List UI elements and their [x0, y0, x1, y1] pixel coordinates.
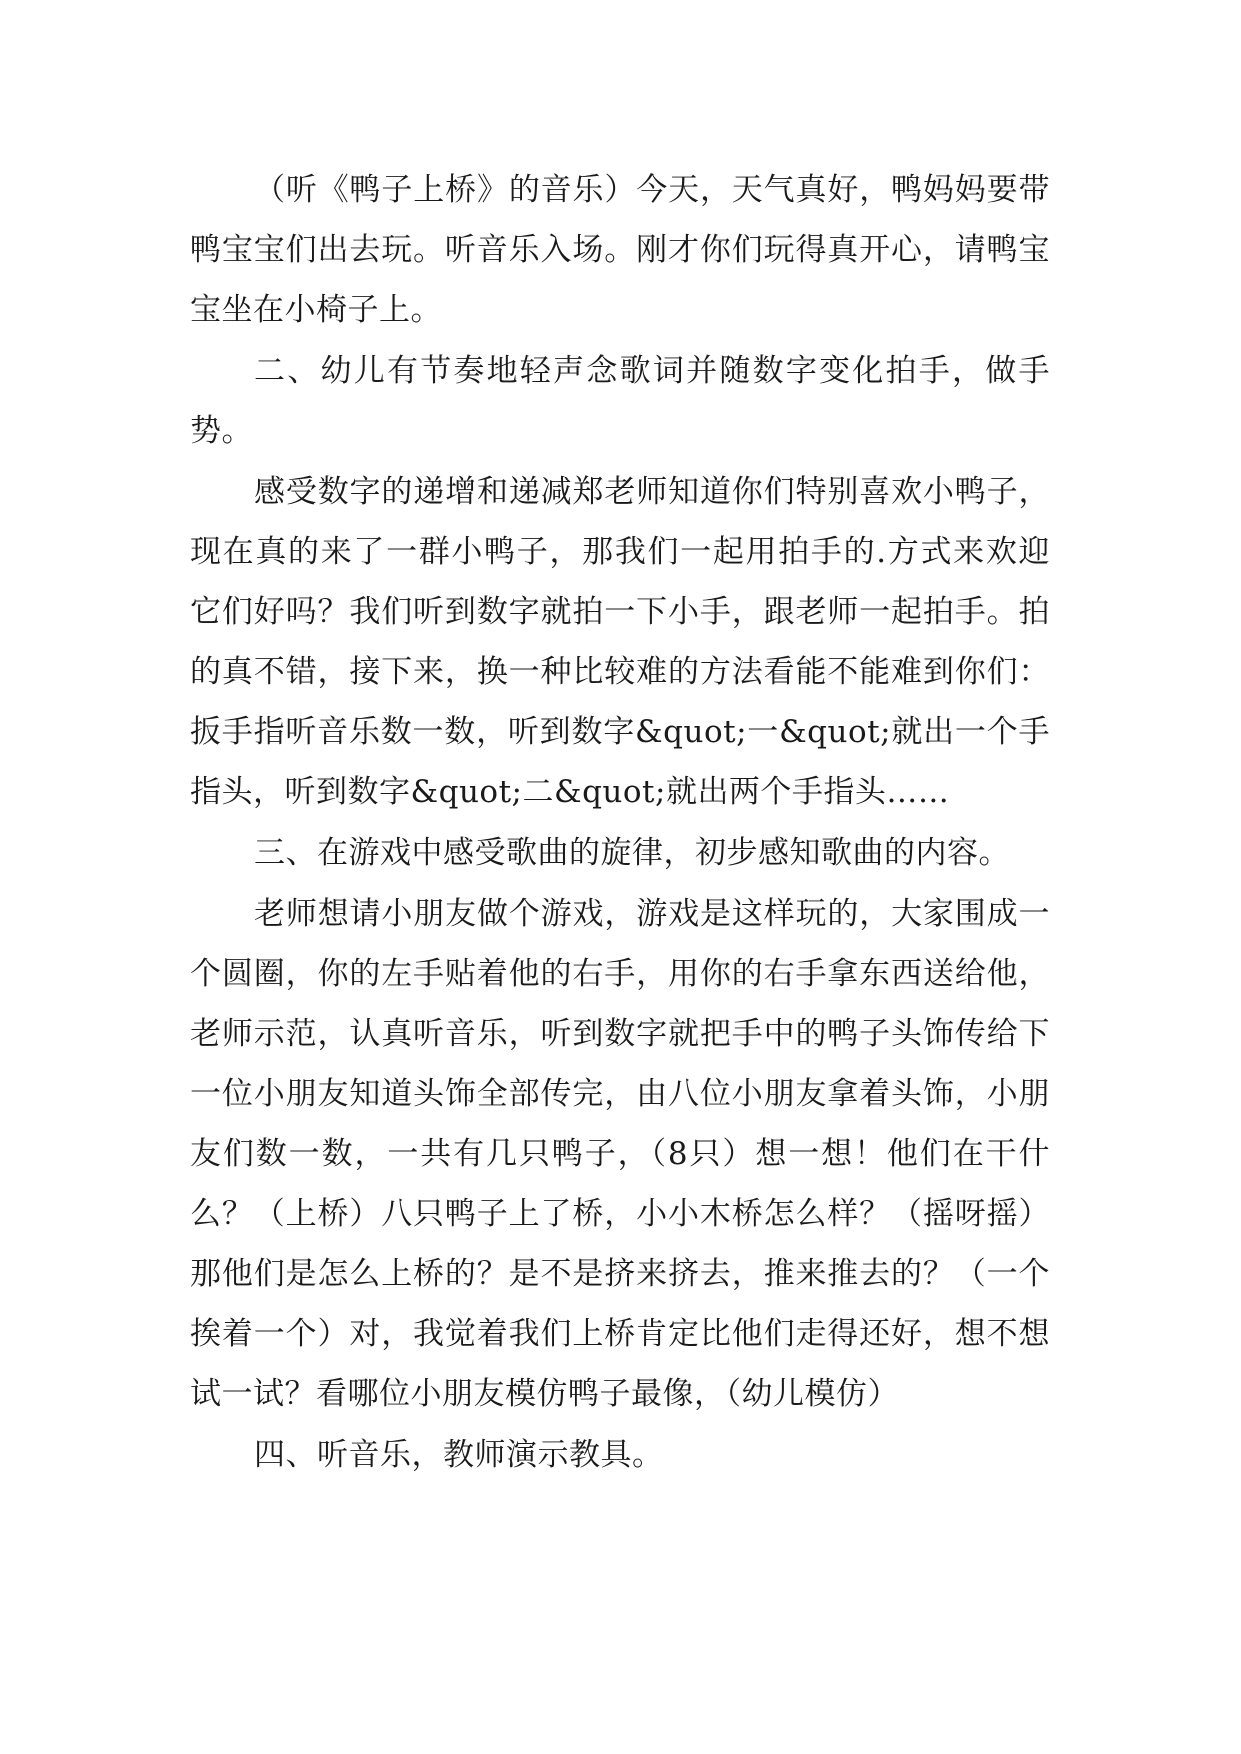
section-heading-two: 二、幼儿有节奏地轻声念歌词并随数字变化拍手，做手势。: [190, 353, 1050, 449]
paragraph-game: 老师想请小朋友做个游戏，游戏是这样玩的，大家围成一个圆圈，你的左手贴着他的右手，用你的右手拿东西送给他，老师示范，认真听音乐，听到数字就把手中的鸭子头饰传给下一位小朋友知道头饰全部传完，由八位小朋友拿着头饰，小朋友们数一数，一共有几只鸭子，（8只）想一想！他们在干什么？（上桥）八只鸭子上了桥，小小木桥怎么样？（摇呀摇） 那他们是怎么上桥的？是不是挤来挤去，推来推去的？（一个挨着一个）对，我觉着我们上桥肯定比他们走得还好，想不想试一试？看哪位小朋友模仿鸭子最像，（幼儿模仿）: [190, 896, 1050, 1412]
section-heading-four: 四、听音乐，教师演示教具。: [254, 1437, 664, 1473]
paragraph-counting: 感受数字的递增和递减郑老师知道你们特别喜欢小鸭子，现在真的来了一群小鸭子，那我们一起用拍手的.方式来欢迎它们好吗？我们听到数字就拍一下小手，跟老师一起拍手。拍的真不错，接下来，换一种比较难的方法看能不能难到你们：扳手指听音乐数一数，听到数字&quot;一&quot;就出一个手指头，听到数字&quot;二&quot;就出两个手指头……: [190, 474, 1050, 810]
paragraph-intro-music: （听《鸭子上桥》的音乐）今天，天气真好，鸭妈妈要带鸭宝宝们出去玩。听音乐入场。刚才你们玩得真开心，请鸭宝宝坐在小椅子上。: [190, 172, 1050, 328]
document-body: [190, 160, 1050, 1486]
section-heading-three: 三、在游戏中感受歌曲的旋律，初步感知歌曲的内容。: [254, 835, 1010, 871]
